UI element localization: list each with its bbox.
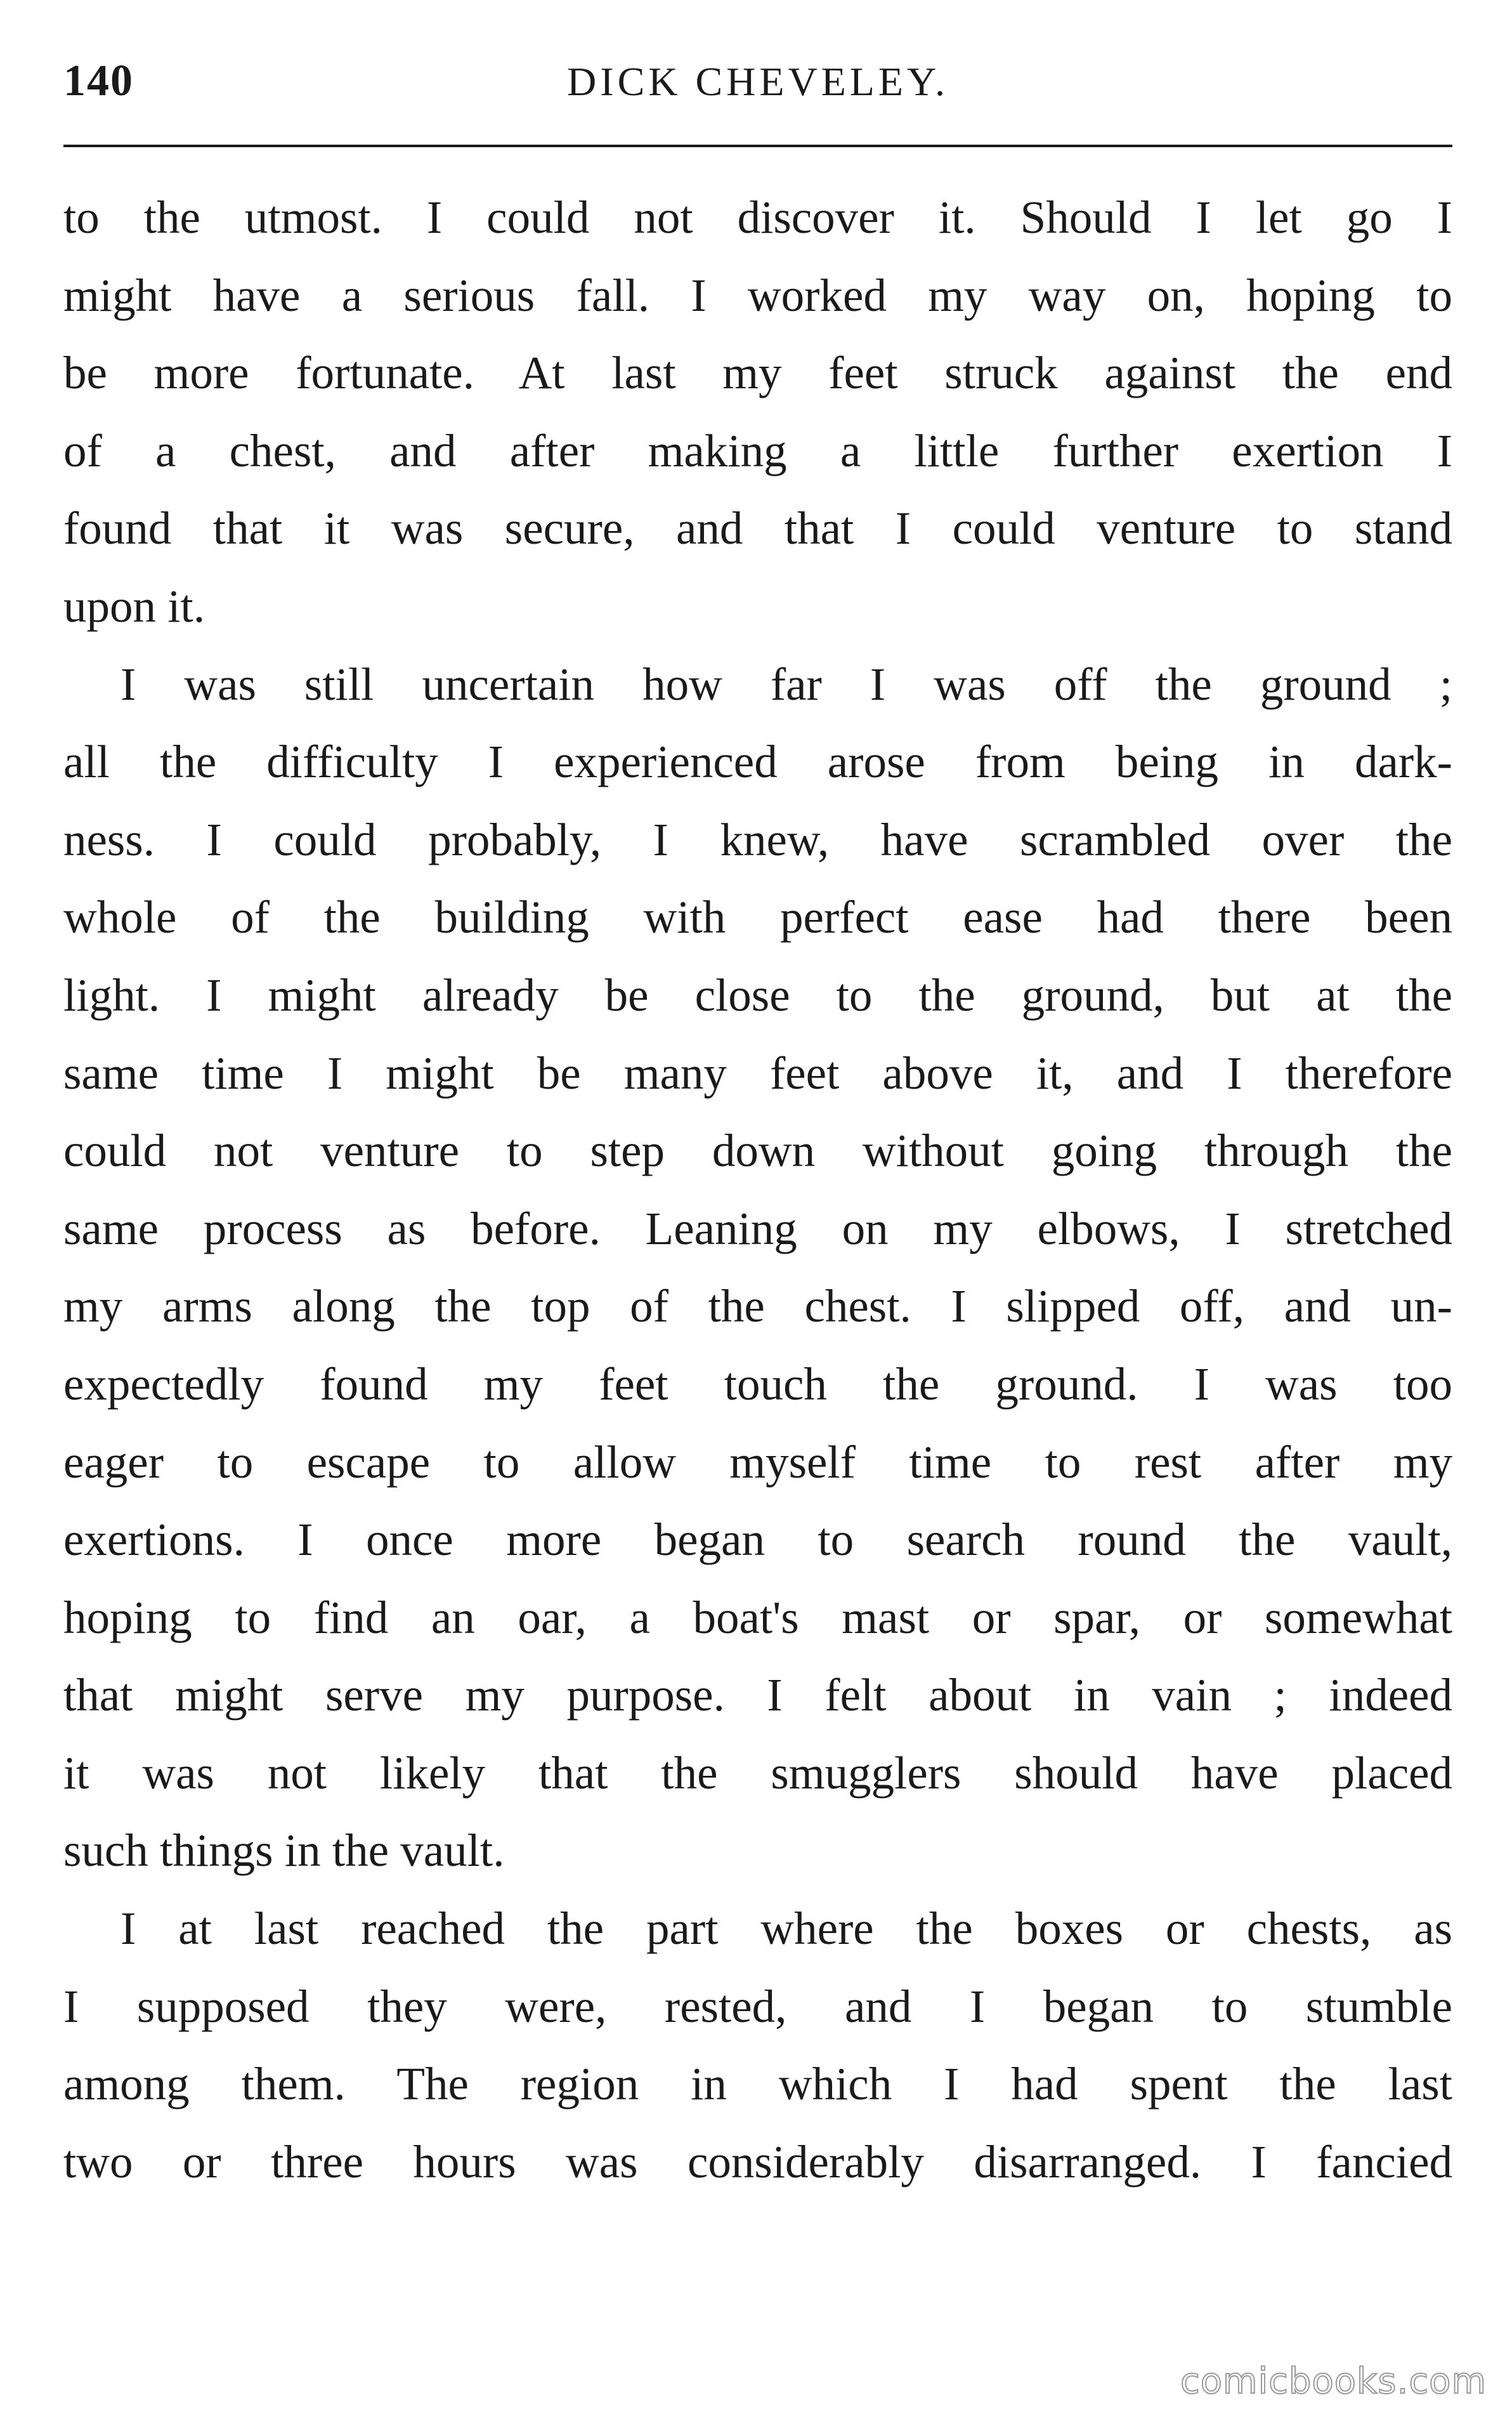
paragraph-3 [63,1890,1452,2201]
header-rule [63,145,1452,147]
text-line: be more fortunate. At last my feet struck against the end [63,347,1452,399]
text-line: I was still uncertain how far I was off the ground ; [121,658,1452,710]
text-line: upon it. [63,580,205,632]
body-text [63,179,1452,2201]
text-line: I at last reached the part where the boxes or chests, as [121,1903,1452,1955]
text-line: whole of the building with perfect ease had there been [63,891,1452,943]
paragraph-2 [63,646,1452,1891]
page-header [63,51,1452,121]
text-line: all the difficulty I experienced arose from being in dark- [63,736,1452,788]
text-line: to the utmost. I could not discover it. Should I let go I [63,192,1452,243]
text-line: of a chest, and after making a little further exertion I [63,424,1452,476]
text-line: might have a serious fall. I worked my way on, hoping to [63,269,1452,321]
text-line: ness. I could probably, I knew, have scrambled over the [63,813,1452,865]
text-line: it was not likely that the smugglers should have placed [63,1747,1452,1799]
text-line: same process as before. Leaning on my elbows, I stretched [63,1202,1452,1254]
text-line: my arms along the top of the chest. I slipped off, and un- [63,1280,1452,1332]
watermark-logo: comicbooks.com [1180,2361,1487,2402]
page-number: 140 [63,56,134,105]
text-line: found that it was secure, and that I could venture to stand [63,502,1452,554]
text-line: such things in the vault. [63,1825,505,1877]
text-line: I supposed they were, rested, and I began to stumble [63,1980,1452,2032]
text-line: expectedly found my feet touch the ground. I was too [63,1358,1452,1410]
text-line: light. I might already be close to the ground, but at the [63,969,1452,1021]
text-line: could not venture to step down without going through the [63,1125,1452,1177]
paragraph-1 [63,179,1452,646]
text-line: hoping to find an oar, a boat's mast or spar, or somewhat [63,1591,1452,1643]
text-line: eager to escape to allow myself time to rest after my [63,1436,1452,1488]
text-line: among them. The region in which I had spent the last [63,2058,1452,2110]
text-line: same time I might be many feet above it, and I therefore [63,1047,1452,1099]
text-line: that might serve my purpose. I felt about in vain ; indeed [63,1669,1452,1721]
running-head: DICK CHEVELEY. [567,59,949,104]
text-line: exertions. I once more began to search round the vault, [63,1514,1452,1566]
text-line: two or three hours was considerably disarranged. I fancied [63,2136,1452,2188]
